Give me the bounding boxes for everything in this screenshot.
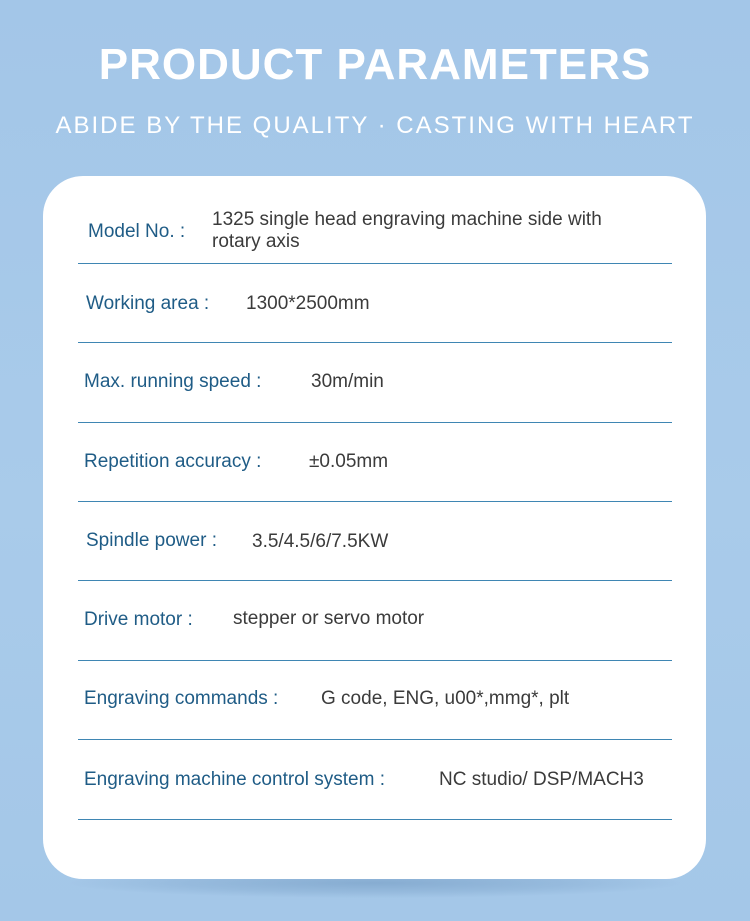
param-row-working-area <box>78 263 672 343</box>
param-row-drive-motor <box>78 581 672 661</box>
param-row-spindle-power <box>78 501 672 581</box>
param-value-drive-motor: stepper or servo motor <box>233 608 425 629</box>
param-row-engraving-commands <box>78 660 672 740</box>
param-label-control-system: Engraving machine control system : <box>84 769 385 790</box>
param-label-spindle-power: Spindle power : <box>86 530 217 551</box>
param-value-control-system: NC studio/ DSP/MACH3 <box>439 769 644 790</box>
parameters-card <box>43 176 706 879</box>
param-row-model <box>78 184 672 264</box>
page-subtitle: ABIDE BY THE QUALITY · CASTING WITH HEART <box>55 112 695 139</box>
param-label-model: Model No. : <box>88 221 186 242</box>
param-label-engraving-commands: Engraving commands : <box>84 688 279 709</box>
param-row-control-system <box>78 740 672 820</box>
param-label-working-area: Working area : <box>86 293 210 314</box>
param-label-max-speed: Max. running speed : <box>84 371 262 392</box>
param-value-max-speed: 30m/min <box>311 371 384 392</box>
param-value-spindle-power: 3.5/4.5/6/7.5KW <box>252 531 389 552</box>
param-value-engraving-commands: G code, ENG, u00*,mmg*, plt <box>321 688 570 709</box>
param-value-model: 1325 single head engraving machine side with rotary axis <box>212 209 602 252</box>
page-title: PRODUCT PARAMETERS <box>98 40 652 89</box>
param-row-max-speed <box>78 343 672 423</box>
param-label-repetition-accuracy: Repetition accuracy : <box>84 451 262 472</box>
param-value-repetition-accuracy: ±0.05mm <box>309 451 389 472</box>
param-label-drive-motor: Drive motor : <box>84 609 193 630</box>
param-row-repetition-accuracy <box>78 422 672 502</box>
param-value-working-area: 1300*2500mm <box>246 293 370 314</box>
